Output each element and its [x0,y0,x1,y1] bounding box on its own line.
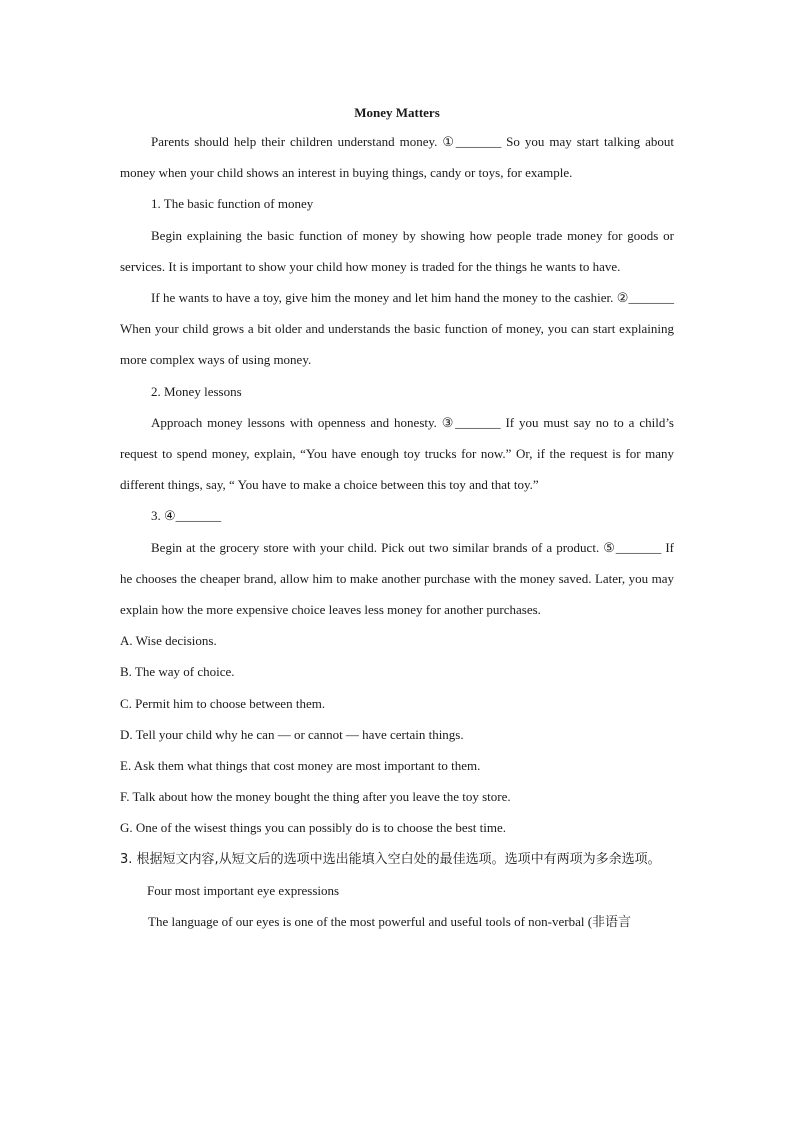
paragraph-basic-function: Begin explaining the basic function of money by showing how people trade money for goods or services. It is important to show your child how money is traded for the things he wants to have. [120,227,674,274]
option-item: D. Tell your child why he can — or cannot — have certain things. [120,726,464,742]
section-heading-1: 1. The basic function of money [151,196,314,212]
paragraph-money-lessons: Approach money lessons with openness and honesty. ③_______ If you must say no to a child’s request to spend money, explain, “You have enough toy trucks for now.” Or, if the request is for many different things, say, “ You have to make a choice between this toy and that toy.” [120,414,674,493]
page-content [120,100,674,937]
option-item: G. One of the wisest things you can possibly do is to choose the best time. [120,820,506,836]
paragraph-toy-example: If he wants to have a toy, give him the money and let him hand the money to the cashier. ②_______ When your child grows a bit older and understands the basic function of money, you can start explaining more complex ways of using money. [120,290,674,368]
options-list [120,625,674,843]
section-heading-3: 3. ④_______ [151,508,222,524]
option-item: E. Ask them what things that cost money are most important to them. [120,758,481,774]
question-instruction: 3. 根据短文内容,从短文后的选项中选出能填入空白处的最佳选项。选项中有两项为多余选项。 [120,851,661,867]
paragraph-eye-language: The language of our eyes is one of the most powerful and useful tools of non-verbal (非语言 [148,914,632,930]
passage-title: Money Matters [354,105,440,120]
option-item: A. Wise decisions. [120,633,217,649]
paragraph-grocery-store: Begin at the grocery store with your child. Pick out two similar brands of a product. ⑤_______ If he chooses the cheaper brand, allow him to make another purchase with the money saved. Later, you may explain how the more expensive choice leaves less money for another purchases. [120,539,674,618]
paragraph-intro: Parents should help their children understand money. ①_______ So you may start talking about money when your child shows an interest in buying things, candy or toys, for example. [120,134,674,181]
option-item: C. Permit him to choose between them. [120,695,326,711]
option-item: B. The way of choice. [120,664,235,680]
option-item: F. Talk about how the money bought the thing after you leave the toy store. [120,789,511,805]
passage-2-title: Four most important eye expressions [147,882,340,898]
section-heading-2: 2. Money lessons [151,383,242,399]
